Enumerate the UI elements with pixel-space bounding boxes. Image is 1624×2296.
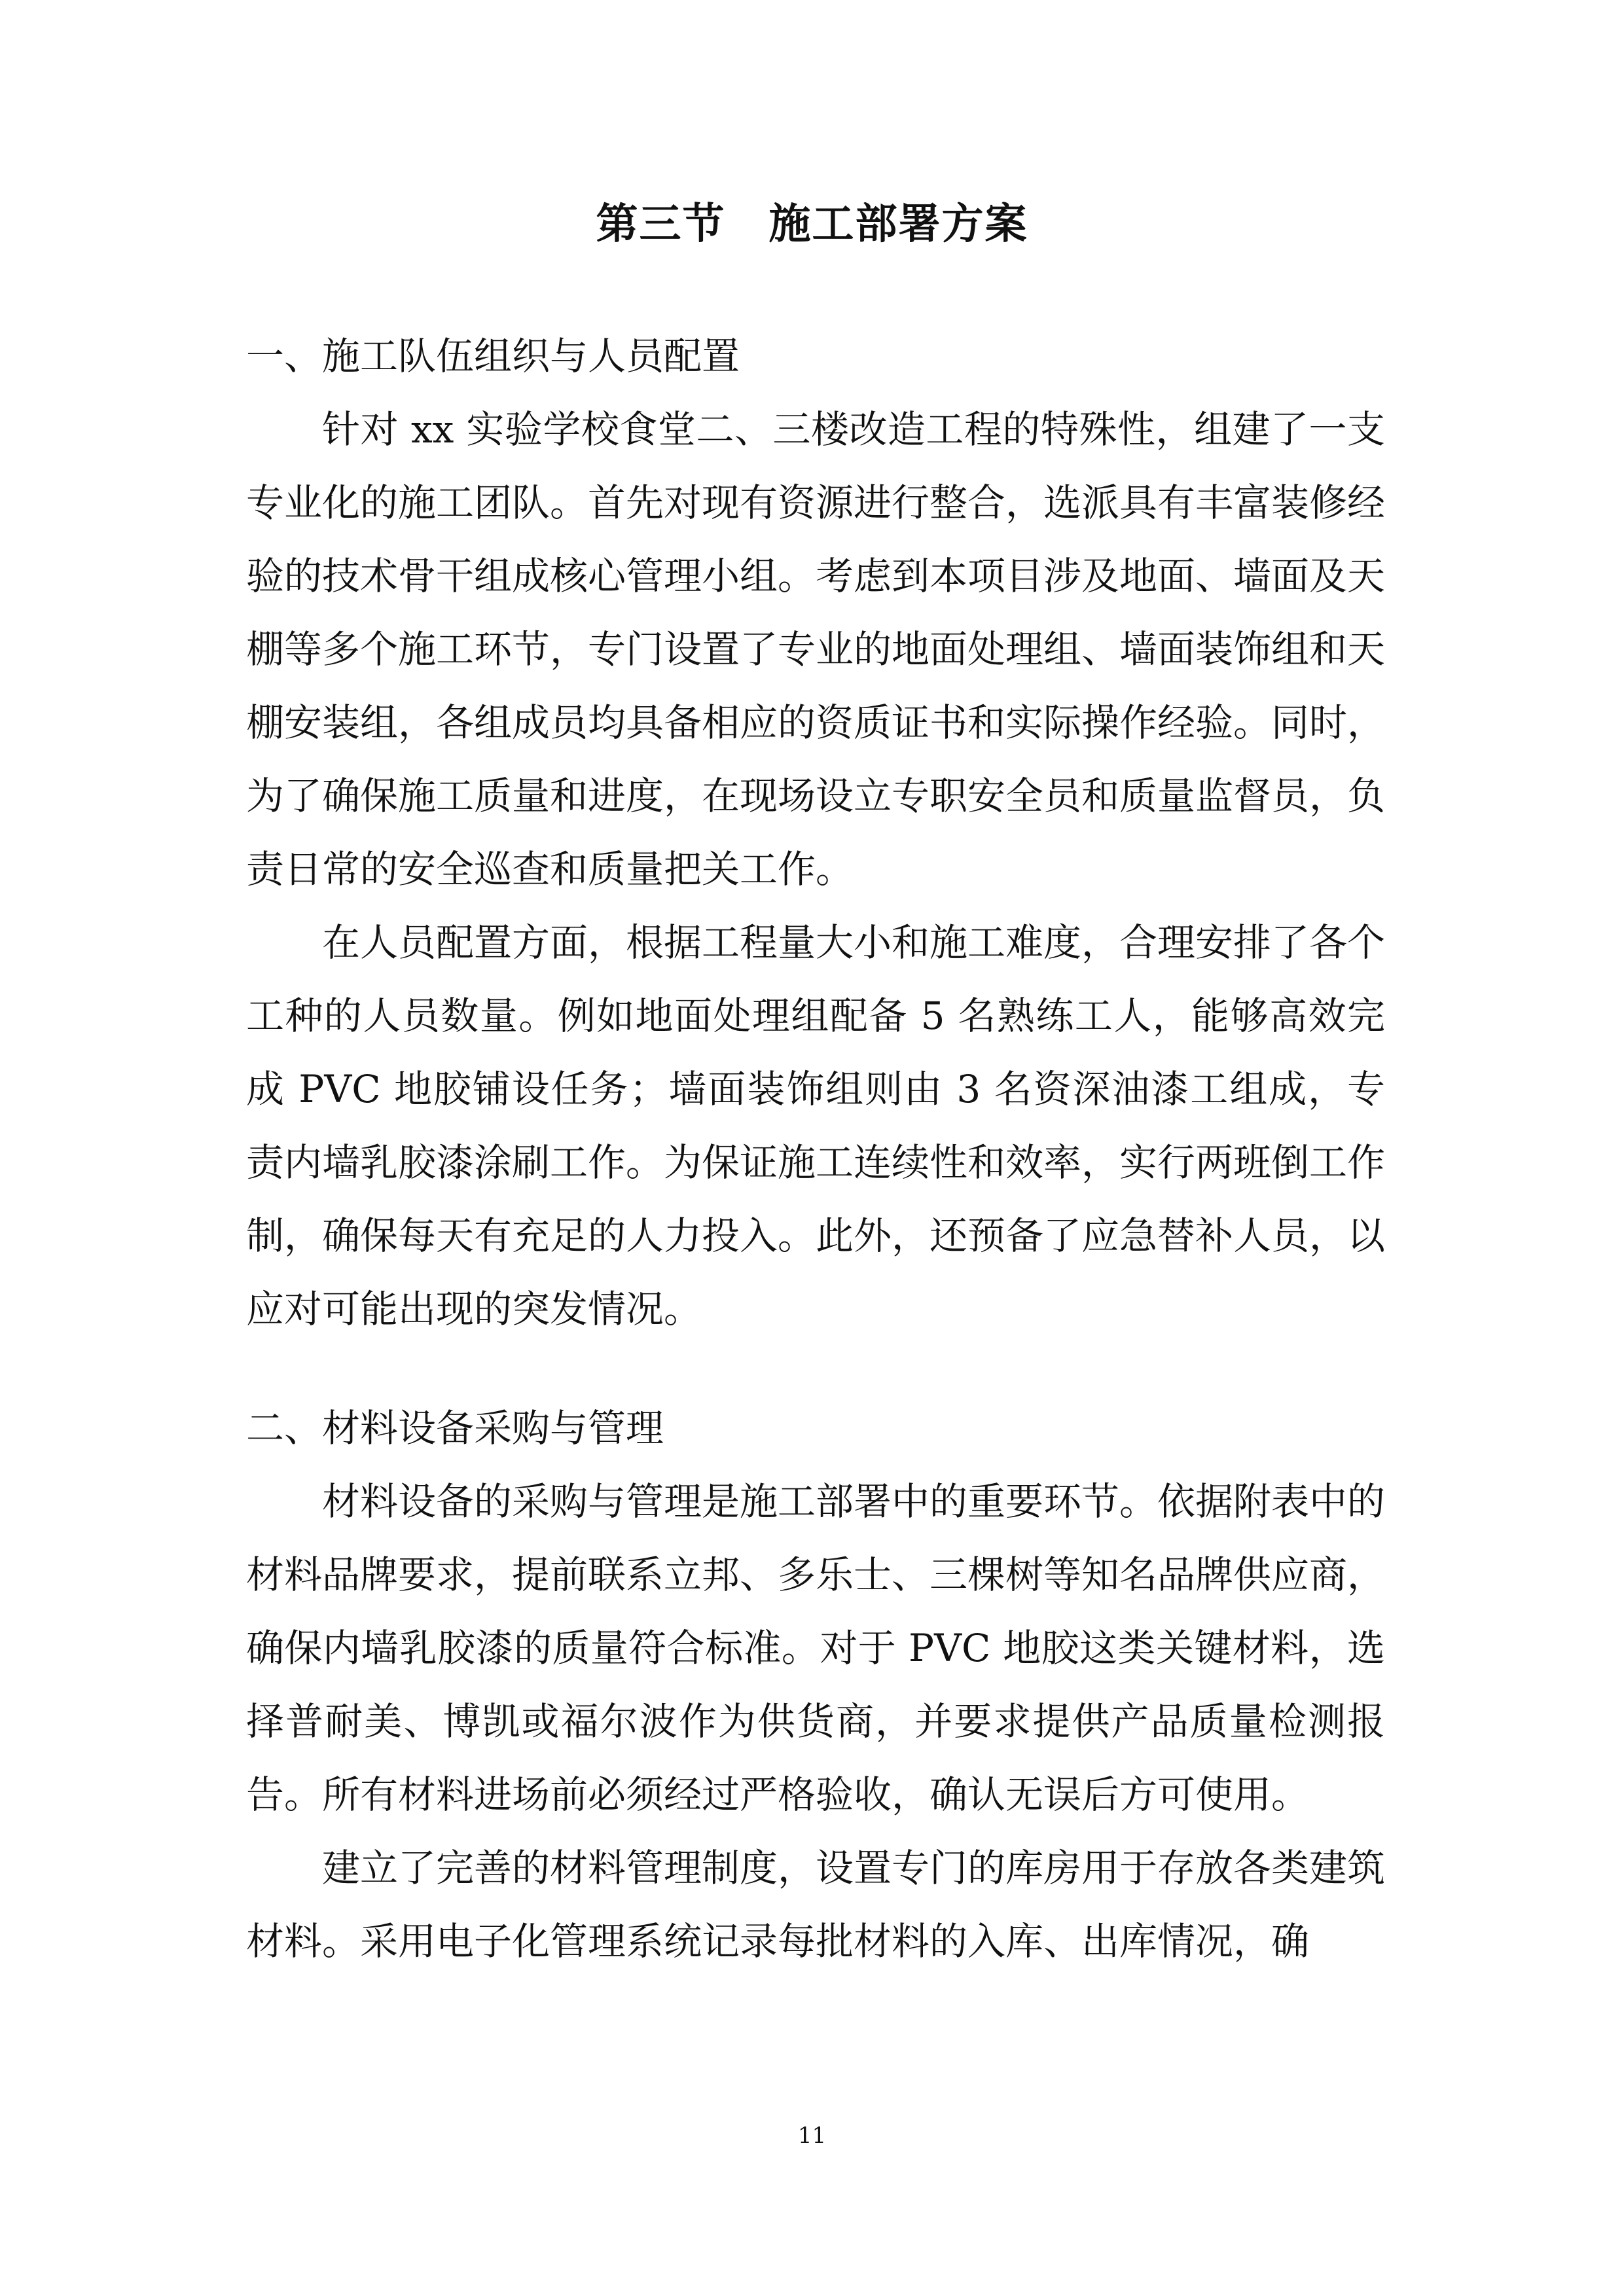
section-spacer bbox=[246, 1346, 1385, 1391]
heading-materials: 二、材料设备采购与管理 bbox=[246, 1406, 664, 1450]
document-body bbox=[246, 319, 1385, 1978]
page-number: 11 bbox=[797, 2123, 827, 2149]
paragraph-personnel-allocation: 在人员配置方面，根据工程量大小和施工难度，合理安排了各个工种的人员数量。例如地面处理组配备 5 名熟练工人，能够高效完成 PVC 地胶铺设任务；墙面装饰组则由 3 名资深油漆工组成，专责内墙乳胶漆涂刷工作。为保证施工连续性和效率，实行两班倒工作制，确保每天有充足的人力投入。此外，还预备了应急替补人员，以应对可能出现的突发情况。 bbox=[246, 920, 1386, 1331]
heading-staffing: 一、施工队伍组织与人员配置 bbox=[246, 334, 740, 378]
paragraph-material-procurement: 材料设备的采购与管理是施工部署中的重要环节。依据附表中的材料品牌要求，提前联系立邦、多乐士、三棵树等知名品牌供应商，确保内墙乳胶漆的质量符合标准。对于 PVC 地胶这类关键材料，选择普耐美、博凯或福尔波作为供货商，并要求提供产品质量检测报告。所有材料进场前必须经过严格验收，确认无误后方可使用。 bbox=[246, 1479, 1386, 1817]
section-title: 第三节 施工部署方案 bbox=[596, 200, 1028, 249]
paragraph-material-management: 建立了完善的材料管理制度，设置专门的库房用于存放各类建筑材料。采用电子化管理系统记录每批材料的入库、出库情况，确 bbox=[246, 1846, 1386, 1964]
paragraph-team-organization: 针对 xx 实验学校食堂二、三楼改造工程的特殊性，组建了一支专业化的施工团队。首先对现有资源进行整合，选派具有丰富装修经验的技术骨干组成核心管理小组。考虑到本项目涉及地面、墙面及天棚等多个施工环节，专门设置了专业的地面处理组、墙面装饰组和天棚安装组，各组成员均具备相应的资质证书和实际操作经验。同时，为了确保施工质量和进度，在现场设立专职安全员和质量监督员，负责日常的安全巡查和质量把关工作。 bbox=[246, 407, 1386, 891]
